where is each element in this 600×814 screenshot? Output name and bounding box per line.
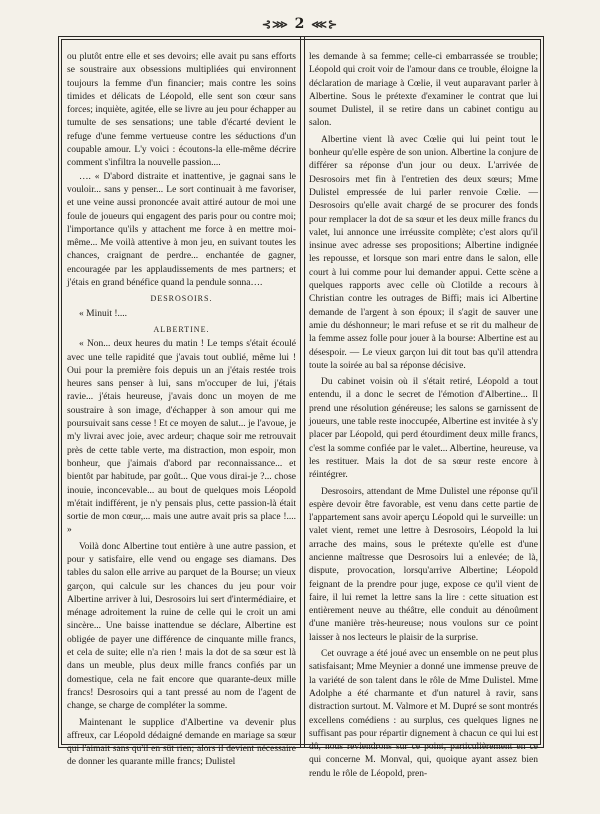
paragraph: Desrosoirs, attendant de Mme Dulistel une réponse qu'il espère devoir être favorable, est venu dans cette partie de l'appartement sans avoir aperçu Léopold qui le surveille: un valet vient, remet une lettre à Desrosoirs, Léopold la lui arrache des mains, sous le prétexte qu'elle est d'une ancienne maîtresse que Desrosoirs lui a enlevée; de là, dispute, provocation, lorsqu'arrive Albertine; Léopold feignant de la prendre pour juge, expose ce qu'il vient de faire, il lui remet la lettre sans la lire : cette situation est entièrement neuve au théâtre, elle conduit au dénoûment d'une manière très-heureuse; nous voulons sur ce point laisser à nos lecteurs le plaisir de la surprise. <box>309 486 538 643</box>
paragraph: …. « D'abord distraite et inattentive, je gagnai sans le vouloir... sans y penser... Le sort continuait à me favoriser, et une veine aussi prononcée avait attiré autour de moi une foule de joueurs qui engagent des paris pour ou contre moi; l'importance qu'ils y attachent me force à en mettre moi-même... Me voilà attentive à mon jeu, en suivant toutes les chances, craignant de perdre... enchantée de gagner, encouragée par les applaudissements de mes partners; et j'étais en grand bénéfice quand la pendule sonna…. <box>67 171 296 289</box>
paragraph: Albertine vient là avec Cœlie qui lui peint tout le bonheur qu'elle espère de son union. Albertine la conjure de différer sa réponse d'un jour ou deux. L'arrivée de Desrosoirs met fin à l'entretien des deux sœurs; Mme Dulistel empressée de lui parler renvoie Cœlie. — Desrosoirs qu'elle avait chargé de se procurer des fonds pour remplacer la dot de sa sœur et les deux mille francs du valet, lui annonce une irréussite complète; c'est alors qu'il insinue avec adresse ses propositions; Albertine indignée les repousse, et lorsque son mari entre dans le salon, elle court à lui comme pour lui demander appui. Cette scène a quelques rapports avec celle où Clotilde a recours à Christian contre les outrages de Biffi; mais ici Albertine demande de l'argent à son époux; il s'agit de sauver une amie du déshonneur; le mari refuse et se rit du malheur de la femme assez folle pour jouer à la bourse: Albertine est au désespoir. — Le vieux garçon lui dit tout bas qu'il attendra toute la soirée au bal sa réponse décisive. <box>309 134 538 371</box>
paragraph: Maintenant le supplice d'Albertine va devenir plus affreux, car Léopold dédaigné demande en mariage sa sœur qui l'aimait sans qu'il en sût rien; alors il devient nécessaire de donner les quarante mille francs; Dulistel <box>67 717 296 768</box>
speaker-name: DESROSOIRS. <box>150 294 213 304</box>
speaker-name: ALBERTINE. <box>153 324 210 334</box>
paragraph: Du cabinet voisin où il s'était retiré, Léopold a tout entendu, il a donc le secret de l'émotion d'Albertine... Il prend une résolution généreuse; les salons se garnissent de joueurs, une table reste inoccupée, Albertine est invitée à s'y placer par Léopold, qui perd étourdiment deux mille francs, c'est la somme confiée par le valet... Albertine, heureuse, va les restituer. Mais la dot de sa sœur reste encore à réintégrer. <box>309 377 538 481</box>
page-frame <box>58 36 544 779</box>
paragraph: les demande à sa femme; celle-ci embarrassée se trouble; Léopold qui croit voir de l'amour dans ce trouble, éloigne la déclaration de mariage à Cœlie, il veut auparavant parler à Albertine. Sous le prétexte d'examiner le contrat que lui soumet Dulistel, il se retire dans un cabinet contigu au salon. <box>309 52 538 129</box>
paragraph: Cet ouvrage a été joué avec un ensemble on ne peut plus satisfaisant; Mme Meynier a donné une immense preuve de la variété de son talent dans le rôle de Mme Dulistel. Mme Adolphe a été charmante et d'un naturel à ravir, sans distraction surtout. M. Valmore et M. Dupré se sont montrés excellens comédiens : au surplus, ces quelques lignes ne suffisant pas pour répartir dignement à chacun ce qui lui est dû, nous reviendrons sur ce point, particulièrement en ce qui concerne M. Monval, qui, quoique ayant assez bien rendu le rôle de Léopold, pren- <box>309 649 538 779</box>
column-divider <box>300 37 305 747</box>
paragraph: ou plutôt entre elle et ses devoirs; elle avait pu sans efforts se soustraire aux obsessions multipliées qui environnent toujours la femme d'un financier; mais contre les soins timides et délicats de Léopold, elle sent son cœur sans forces; inquiète, agitée, elle se livre au jeu pour échapper au tumulte de ses sensations; une table d'écarté devient le refuge d'une femme vertueuse contre les séductions d'un coupable amour. L'y voici : écoutons-la elle-même décrire comment s'infiltra la nouvelle passion.... <box>67 52 296 169</box>
page-header <box>0 16 600 32</box>
left-column <box>67 51 296 768</box>
page-number: 2 <box>294 16 306 32</box>
paragraph: « Non... deux heures du matin ! Le temps s'était écoulé avec une telle rapidité que j'avais tout oublié, même lui ! Oui pour la première fois depuis un an j'étais restée trois heures sans penser à lui, sans m'occuper de lui, j'étais ravie... j'étais heureuse, j'avais donc un moyen de me soustraire à son image, d'échapper à son amour qui me poursuivait sans cesse ! Et ce moyen de salut... je l'avoue, je m'y livrai avec joie, avec ardeur; chaque soir me retrouvait près de cette table verte, ma distraction, mon espoir, mon bonheur, que j'aimais d'abord par reconnaissance... et bientôt par habitude, par goût... Que vous dirai-je ?... chose inouie, inconcevable... au bout de quelques mois Léopold m'était indifférent, je n'y pensais plus, cette passion-là était sortie de mon cœur,... mais une autre avait pris sa place !.... » <box>67 339 296 536</box>
paragraph: Voilà donc Albertine tout entière à une autre passion, et pour y satisfaire, elle vend ou engage ses diamans. Des tables du salon elle arrive au parquet de la Bourse; un vieux garçon, qui calcule sur les chances du jeu pour voir Albertine arriver à lui, Desrosoirs lui sert d'intermédiaire, et ménage adroitement la ruine de celle qui le croit un ami sincère... Une baisse inattendue se déclare, Albertine est obligée de payer une différence de cinquante mille francs, et cela de suite; elle n'a rien ! mais la dot de sa sœur est là dans un meuble, plus deux mille francs confiés par un domestique, cela ne fait encore que quarante-deux mille francs! Desrosoirs qui a tant pressé au nom de l'agent de change, se charge de compléter la somme. <box>67 541 296 712</box>
header-ornament-right-icon: ⋘⊱ <box>311 18 339 31</box>
header-ornament-left-icon: ⊰⋙ <box>261 18 289 31</box>
right-column <box>309 51 538 779</box>
paragraph: « Minuit !.... <box>79 308 128 319</box>
